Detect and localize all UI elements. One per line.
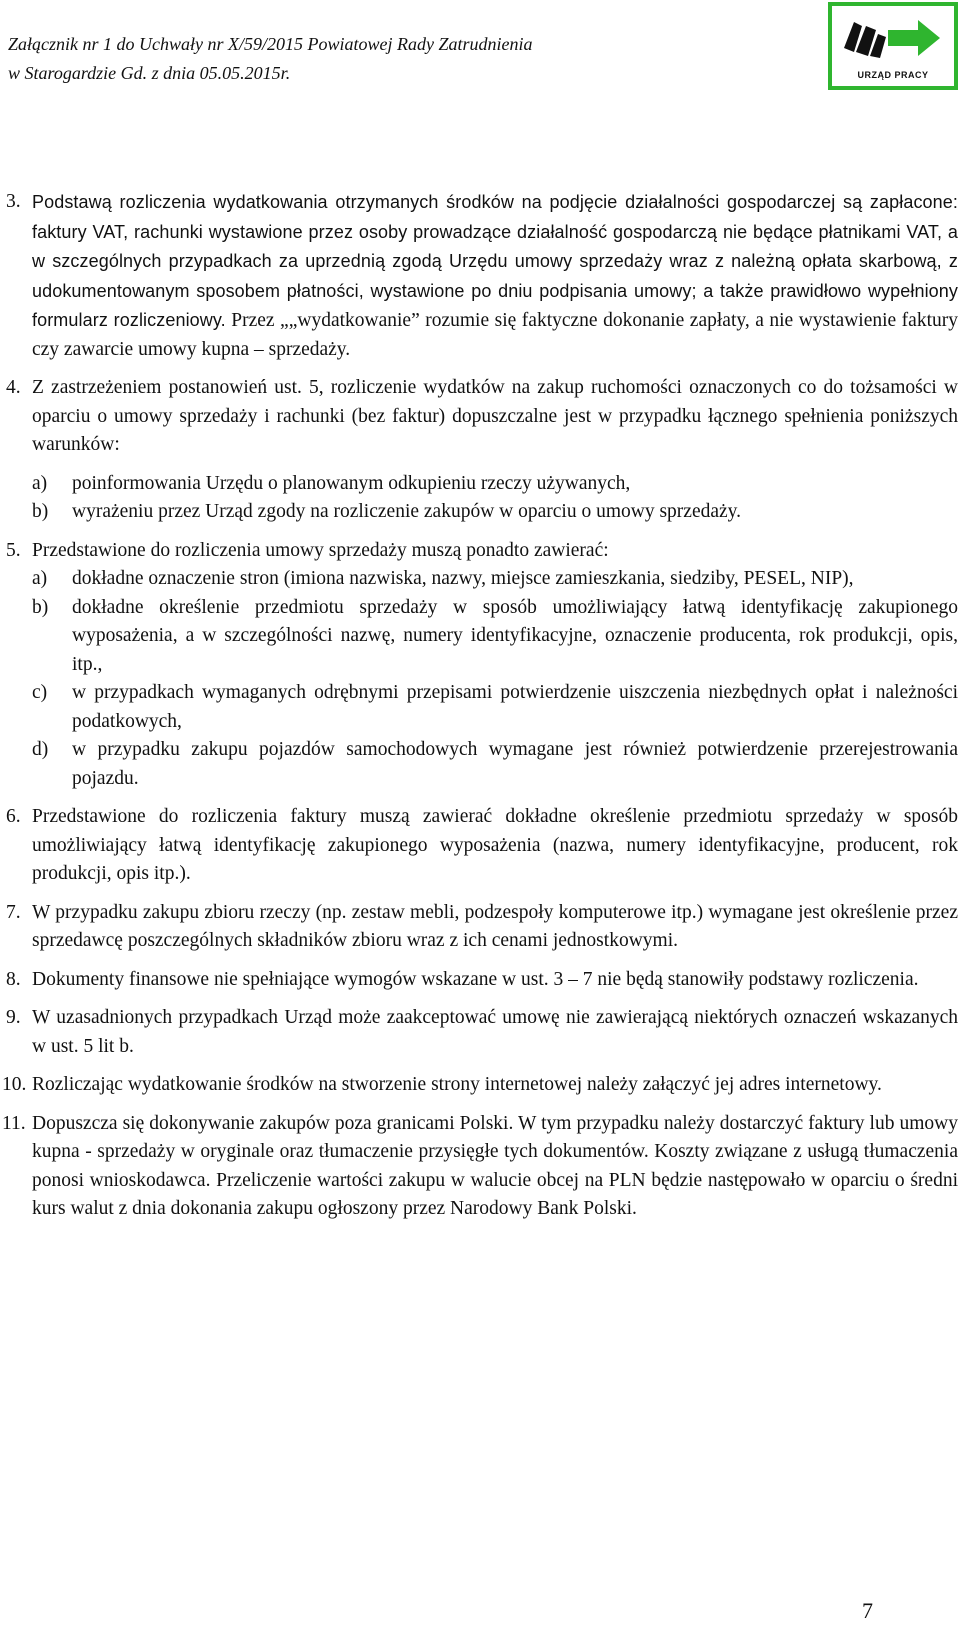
item-text: Rozliczając wydatkowanie środków na stworzenie strony internetowej należy załączyć jej adres internetowy.: [32, 1074, 882, 1095]
item-text: W uzasadnionych przypadkach Urząd może zaakceptować umowę nie zawierającą niektórych oznaczeń wskazanych w ust. 5 lit b.: [32, 1007, 958, 1057]
sub-item-letter: a): [32, 568, 48, 589]
item-number: 8.: [6, 968, 21, 990]
sub-item-text: wyrażeniu przez Urząd zgody na rozliczenie zakupów w oparciu o umowy sprzedaży.: [72, 501, 742, 522]
item-number: 9.: [6, 1007, 21, 1028]
item-number: 5.: [6, 539, 21, 561]
sub-item: [0, 565, 958, 594]
sub-item-text: poinformowania Urzędu o planowanym odkupieniu rzeczy używanych,: [72, 472, 631, 494]
item-number: 11.: [2, 1112, 26, 1134]
sub-item-text: w przypadkach wymaganych odrębnymi przepisami potwierdzenie uiszczenia niezbędnych opłat i należności podatkowych,: [72, 682, 958, 732]
sub-item: [0, 594, 958, 680]
item-text: Dopuszcza się dokonywanie zakupów poza granicami Polski. W tym przypadku należy dostarczyć faktury lub umowy kupna - sprzedaży w oryginale oraz tłumaczenie przysięgłe tych dokumentów. Koszty związane z usługą tłumaczenia ponosi wnioskodawca. Przeliczenie wartości zakupu w walucie obcej na PLN będzie następowało w oparciu o średni kurs walut z dnia dokonania zakupu ogłoszony przez Narodowy Bank Polski.: [32, 1112, 958, 1219]
item-number: 10.: [2, 1074, 27, 1095]
item-number: 4.: [6, 377, 21, 398]
sub-item: [0, 736, 958, 793]
logo-caption: URZĄD PRACY: [857, 70, 929, 80]
sub-item: [0, 470, 958, 499]
item-number: 6.: [6, 806, 21, 827]
item-number: 3.: [6, 191, 21, 212]
item-text: Przedstawione do rozliczenia faktury muszą zawierać dokładne określenie przedmiotu sprzedaży w sposób umożliwiający łatwą identyfikację zakupionego wyposażenia (nazwa, numery identyfikacyjne, producent, rok produkcji, opis itp.).: [32, 806, 958, 884]
sub-item-letter: a): [32, 472, 48, 494]
sub-item-letter: b): [32, 501, 49, 522]
list-item-7: [0, 899, 958, 956]
sub-item-text: dokładne oznaczenie stron (imiona nazwiska, nazwy, miejsce zamieszkania, siedziby, PESEL, NIP),: [72, 568, 854, 589]
list-item-10: [0, 1071, 958, 1100]
item-text: Dokumenty finansowe nie spełniające wymogów wskazane w ust. 3 – 7 nie będą stanowiły podstawy rozliczenia.: [32, 968, 919, 990]
attachment-header: [8, 30, 532, 88]
sub-item-text: w przypadku zakupu pojazdów samochodowych wymagane jest również potwierdzenie przerejestrowania pojazdu.: [72, 739, 958, 789]
item-text: W przypadku zakupu zbioru rzeczy (np. zestaw mebli, podzespoły komputerowe itp.) wymagane jest określenie przez sprzedawcę poszczególnych składników zbioru wraz z ich cenami jednostkowymi.: [32, 901, 958, 951]
item-text: Z zastrzeżeniem postanowień ust. 5, rozliczenie wydatków na zakup ruchomości oznaczonych co do tożsamości w oparciu o umowy sprzedaży i rachunki (bez faktur) dopuszczalne jest w przypadku łącznego spełnienia poniższych warunków:: [32, 377, 958, 455]
list-item-6: [0, 803, 958, 889]
list-item-3: [0, 188, 958, 364]
sub-item-letter: c): [32, 682, 48, 703]
attachment-header-line1: Załącznik nr 1 do Uchwały nr X/59/2015 Powiatowej Rady Zatrudnienia: [8, 34, 533, 54]
sub-item: [0, 679, 958, 736]
item-number: 7.: [6, 901, 21, 923]
sub-item-letter: b): [32, 596, 49, 618]
list-item-4: [0, 374, 958, 460]
page-number: 7: [862, 1598, 873, 1623]
attachment-header-line2: w Starogardzie Gd. z dnia 05.05.2015r.: [8, 63, 291, 83]
item-text-sans: Podstawą rozliczenia wydatkowania otrzymanych środków na podjęcie działalności gospodarczej są zapłacone: faktury VAT, rachunki wystawione przez osoby prowadzące działalność gospodarczą nie będące płatnikami VAT, a w szczególnych przypadkach za uprzednią zgodą Urzędu umowy sprzedaży wraz z należną opłata skarbową, z udokumentowanym sposobem płatności, wystawione po dniu podpisania umowy; a także prawidłowo wypełniony formularz rozliczeniowy.: [32, 192, 958, 330]
logo-graphic-icon: [840, 12, 946, 68]
item-text: Przez „„wydatkowanie” rozumie się faktyczne dokonanie zapłaty, a nie wystawienie faktury czy zawarcie umowy kupna – sprzedaży.: [32, 310, 958, 360]
sub-item-letter: d): [32, 739, 49, 760]
urzad-pracy-logo: [828, 2, 958, 90]
list-item-8: [0, 966, 958, 995]
item-text: Przedstawione do rozliczenia umowy sprzedaży muszą ponadto zawierać:: [32, 539, 609, 561]
document-body: [0, 188, 958, 1234]
list-item-11: [0, 1110, 958, 1224]
sub-item: [0, 498, 958, 527]
sub-item-text: dokładne określenie przedmiotu sprzedaży w sposób umożliwiający łatwą identyfikację zakupionego wyposażenia, a w szczególności nazwę, numery identyfikacyjne, oznaczenie producenta, rok produkcji, opis, itp.,: [72, 596, 958, 675]
list-item-5: [0, 537, 958, 566]
list-item-9: [0, 1004, 958, 1061]
